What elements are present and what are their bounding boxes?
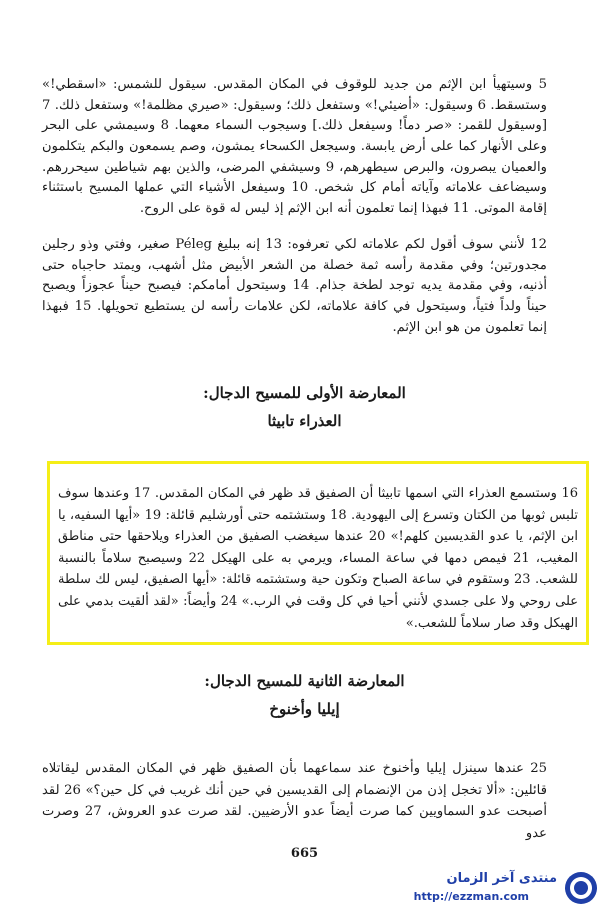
section-one-subtitle: العذراء تابيثا [267, 412, 342, 430]
section-two-title: المعارضة الثانية للمسيح الدجال: [204, 672, 405, 690]
section-one-title: المعارضة الأولى للمسيح الدجال: [203, 384, 406, 402]
paragraph-verses-5-11: 5 وسيتهيأ ابن الإثم من جديد للوقوف في المكان المقدس. سيقول للشمس: «اسقطي!» وستسقط. 6 وسيقول: «أضيئي!» وستفعل ذلك؛ وسيقول: «صيري مظلمة!» وستفعل ذلك. 7 [وسيقول للقمر: «صر دماً! وسيفعل ذلك.] وسيجوب السماء معهما. 8 وسيمشي على البحر وعلى الأنهار كما على أرض يابسة. وسيجعل الكسحاء يمشون، وصم يسمعون والبكم يتكلمون والعميان يبصرون، والبرص سيطهرهم، 9 وسيشفي المرضى، والذين بهم شياطين سيحررهم. وسيضاعف علاماته وآياته أمام كل شخص. 10 وسيفعل الأشياء التي عملها المسيح باستثناء إقامة الموتى. 11 فبهذا إنما تعلمون أنه ابن الإثم إذ ليس له قوة على الروح. [42, 77, 548, 216]
forum-url[interactable]: http://ezzman.com [413, 890, 529, 903]
section-two-subtitle: إيليا وأخنوخ [269, 700, 340, 718]
forum-watermark[interactable] [409, 868, 599, 908]
paragraph-verses-12-15: 12 لأنني سوف أقول لكم علاماته لكي تعرفوه: 13 إنه ببليغ Péleg صغير، وفتي وذو رجلين مجدورتين؛ وفي مقدمة رأسه ثمة خصلة من الشعر الأبيض مثل أشهب، ويمتد حاجباه حتى أذنيه، وفي مقدمة يديه توجد لطخة جذام. 14 وسيتحول أمامكم: فيصبح حيناً عجوزاً ويصبح حيناً ولداً فتياً، وسيتحول في كافة علاماته، لكن علامات رأسه لن يستطيع تحويلها. 15 فبهذا إنما تعلمون من هو ابن الإثم. [42, 237, 548, 335]
forum-title: منتدى آخر الزمان [446, 871, 557, 886]
forum-logo-icon [563, 870, 599, 906]
page-number: 665 [290, 846, 319, 861]
paragraph-verses-25-27: 25 عندها سينزل إيليا وأخنوخ عند سماعهما بأن الصفيق ظهر في المكان المقدس ليقاتلاه قائلين: «ألا تخجل إذن من الإنضمام إلى القديسين في حين أنك غريب في كل حين؟» 26 لقد أصبحت عدو السماويين كما صرت أيضاً عدو الأرضيين. لقد صرت عدو العروش، 27 وصرت عدو [42, 761, 548, 841]
highlighted-paragraph: 16 وستسمع العذراء التي اسمها تابيثا أن الصفيق قد ظهر في المكان المقدس. 17 وعندها سوف تلبس ثوبها من الكتان وتسرع إلى اليهودية. 18 وستشتمه حتى أورشليم قائلة: 19 «أيها السفيه، يا ابن الإثم، يا عدو القديسين كلهم!» 20 عندها سيغضب الصفيق من العذراء ويلاحقها حتى مناطق المغيب، 21 فيمص دمها في ساعة المساء، ويرمي به على الهيكل 22 وسيصبح سلاماً بالنسبة للشعب. 23 وستقوم في ساعة الصباح وتكون حية وستشتمه قائلة: «أيها الصفيق، ليس لك سلطة على روحي ولا على جسدي لأنني أحيا في كل وقت في الرب.» 24 وأيضاً: «لقد ألقيت بدمي على الهيكل وقد صار سلاماً للشعب.» [58, 486, 578, 631]
